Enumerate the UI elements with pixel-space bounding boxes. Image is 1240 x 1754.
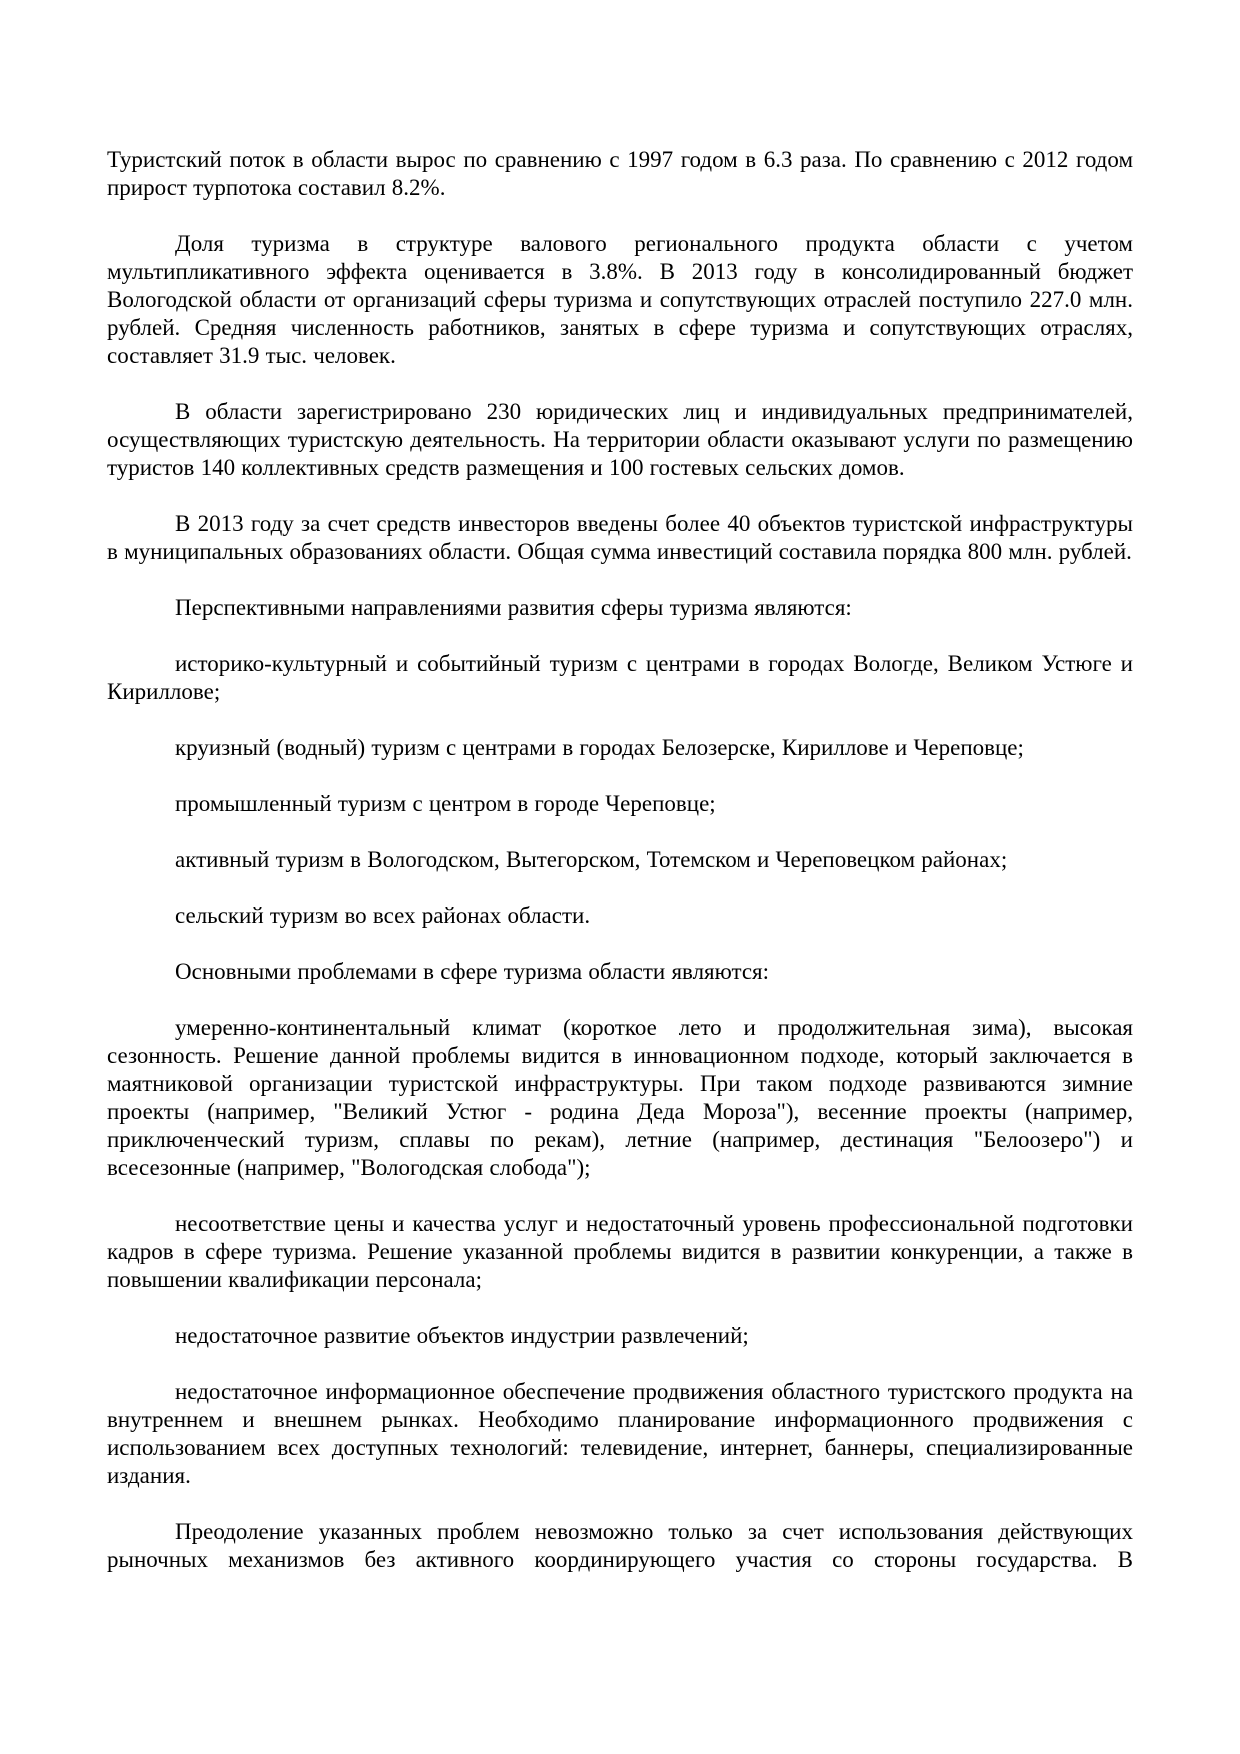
paragraph-investments-2013: В 2013 году за счет средств инвесторов введены более 40 объектов туристской инфраструктуры в муниципальных образованиях области. Общая сумма инвестиций составила порядка 800 млн. рублей. bbox=[107, 511, 1133, 564]
paragraph-tourism-share: Доля туризма в структуре валового регионального продукта области с учетом мультипликативного эффекта оценивается в 3.8%. В 2013 году в консолидированный бюджет Вологодской области от организаций сферы туризма и сопутствующих отраслей поступило 227.0 млн. рублей. Средняя численность работников, занятых в сфере туризма и сопутствующих отраслях, составляет 31.9 тыс. человек. bbox=[107, 231, 1133, 368]
paragraph-registered-entities: В области зарегистрировано 230 юридических лиц и индивидуальных предпринимателей, осуществляющих туристскую деятельность. На территории области оказывают услуги по размещению туристов 140 коллективных средств размещения и 100 гостевых сельских домов. bbox=[107, 399, 1133, 480]
paragraph-perspective-intro: Перспективными направлениями развития сферы туризма являются: bbox=[175, 595, 852, 620]
paragraph-price-quality: несоответствие цены и качества услуг и недостаточный уровень профессиональной подготовки кадров в сфере туризма. Решение указанной проблемы видится в развитии конкуренции, а также в повышении квалификации персонала; bbox=[107, 1211, 1133, 1292]
paragraph-active-tourism: активный туризм в Вологодском, Вытегорском, Тотемском и Череповецком районах; bbox=[175, 847, 1008, 872]
paragraph-industrial-tourism: промышленный туризм с центром в городе Череповце; bbox=[175, 791, 716, 816]
paragraph-historic-cultural: историко-культурный и событийный туризм с центрами в городах Вологде, Великом Устюге и Кириллове; bbox=[107, 651, 1133, 704]
paragraph-climate-problem: умеренно-континентальный климат (короткое лето и продолжительная зима), высокая сезонность. Решение данной проблемы видится в инновационном подходе, который заключается в маятниковой организации туристской инфраструктуры. При таком подходе развиваются зимние проекты (например, "Великий Устюг - родина Деда Мороза"), весенние проекты (например, приключенческий туризм, сплавы по рекам), летние (например, дестинация "Белоозеро") и всесезонные (например, "Вологодская слобода"); bbox=[107, 1015, 1133, 1180]
paragraph-problems-intro: Основными проблемами в сфере туризма области являются: bbox=[175, 959, 770, 984]
paragraph-entertainment: недостаточное развитие объектов индустрии развлечений; bbox=[175, 1323, 749, 1348]
paragraph-information-support: недостаточное информационное обеспечение продвижения областного туристского продукта на внутреннем и внешнем рынках. Необходимо планирование информационного продвижения с использованием всех доступных технологий: телевидение, интернет, баннеры, специализированные издания. bbox=[107, 1379, 1133, 1488]
paragraph-cruise-tourism: круизный (водный) туризм с центрами в городах Белозерске, Кириллове и Череповце; bbox=[175, 735, 1024, 760]
paragraph-state-coordination: Преодоление указанных проблем невозможно только за счет использования действующих рыночных механизмов без активного координирующего участия со стороны государства. В bbox=[107, 1519, 1133, 1572]
paragraph-rural-tourism: сельский туризм во всех районах области. bbox=[175, 903, 591, 928]
paragraph-tourist-flow: Туристский поток в области вырос по сравнению с 1997 годом в 6.3 раза. По сравнению с 2012 годом прирост турпотока составил 8.2%. bbox=[107, 147, 1133, 200]
